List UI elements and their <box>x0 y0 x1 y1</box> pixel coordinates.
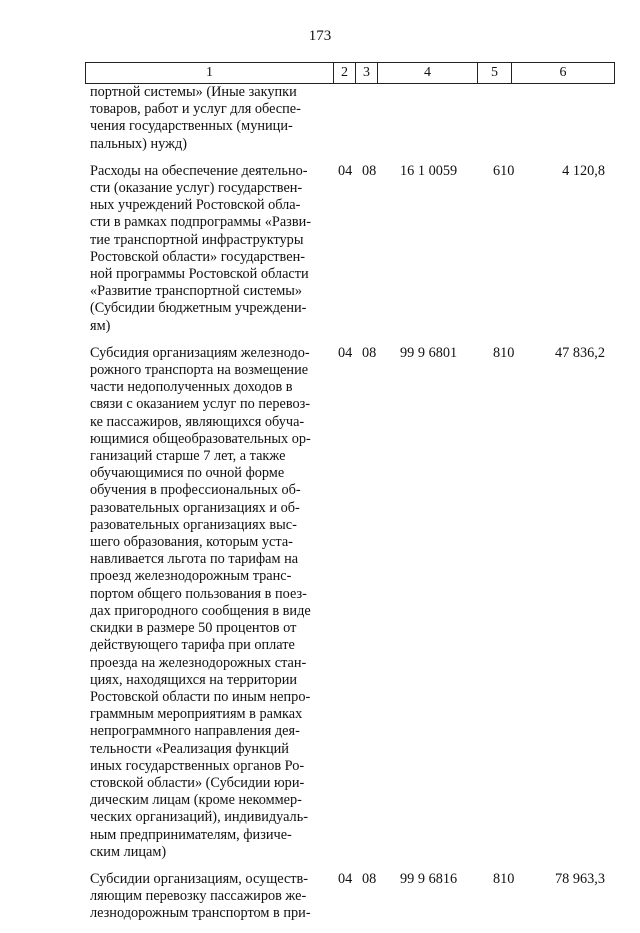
row-subsection: 08 <box>362 344 377 361</box>
header-col-5: 5 <box>478 63 512 84</box>
header-col-6: 6 <box>512 63 615 84</box>
row-subsection: 08 <box>362 162 377 179</box>
row-section: 04 <box>338 344 353 361</box>
row-target-code: 99 9 6801 <box>400 344 458 361</box>
row-description: Субсидии организациям, осуществ- ляющим перевозку пассажиров же- лезнодорожным транспортом в при- <box>90 870 311 922</box>
row-target-code: 16 1 0059 <box>400 162 458 179</box>
table-row <box>85 84 610 153</box>
row-description: портной системы» (Иные закупки товаров, работ и услуг для обеспе- чения государственных (муници- пальных) нужд) <box>90 84 301 152</box>
row-amount: 4 120,8 <box>562 162 605 179</box>
row-amount: 47 836,2 <box>554 344 605 361</box>
table-row <box>85 345 610 861</box>
table-row <box>85 163 610 335</box>
row-subsection: 08 <box>362 870 377 887</box>
row-amount: 78 963,3 <box>554 870 605 887</box>
row-description: Субсидия организациям железнодо- рожного транспорта на возмещение части недополученных доходов в связи с оказанием услуг по перевоз- ке пассажиров, являющихся обуча- ющимися общеобразовательных ор- ганизаций старше 7 лет, а также обучающимися по очной форме обучения в профессиональных об- разовательных организациях и об- разовательных организациях выс- шего образования, которым уста- навливается льгота по тарифам на проезд железнодорожным транс- портом общего пользования в поез- дах пригородного сообщения в виде скидки в размере 50 процентов от действующего тарифа при оплате проезда на железнодорожных стан- циях, находящихся на территории Ростовской области по иным непро- граммным мероприятиям в рамках непрограммного направления дея- тельности «Реализация функций иных государственных органов Ро- стовской области» (Субсидии юри- дическим лицам (кроме некоммер- ческих организаций), индивидуаль- ным предпринимателям, физиче- ским лицам) <box>90 344 311 860</box>
table-row <box>85 871 610 923</box>
row-expense-type: 810 <box>493 344 515 361</box>
table-body <box>85 84 610 933</box>
header-col-4: 4 <box>378 63 478 84</box>
row-target-code: 99 9 6816 <box>400 870 458 887</box>
header-col-2: 2 <box>334 63 356 84</box>
row-section: 04 <box>338 162 353 179</box>
row-description: Расходы на обеспечение деятельно- сти (оказание услуг) государствен- ных учреждений Ростовской обла- сти в рамках подпрограммы «Разви- тие транспортной инфраструктуры Ростовской области» государствен- ной программы Ростовской области «Развитие транспортной системы» (Субсидии бюджетным учреждени- ям) <box>90 162 311 334</box>
page-number: 173 <box>308 28 332 44</box>
header-col-3: 3 <box>356 63 378 84</box>
table-header <box>85 62 615 84</box>
header-col-1: 1 <box>86 63 334 84</box>
row-expense-type: 610 <box>493 162 515 179</box>
row-expense-type: 810 <box>493 870 515 887</box>
row-section: 04 <box>338 870 353 887</box>
